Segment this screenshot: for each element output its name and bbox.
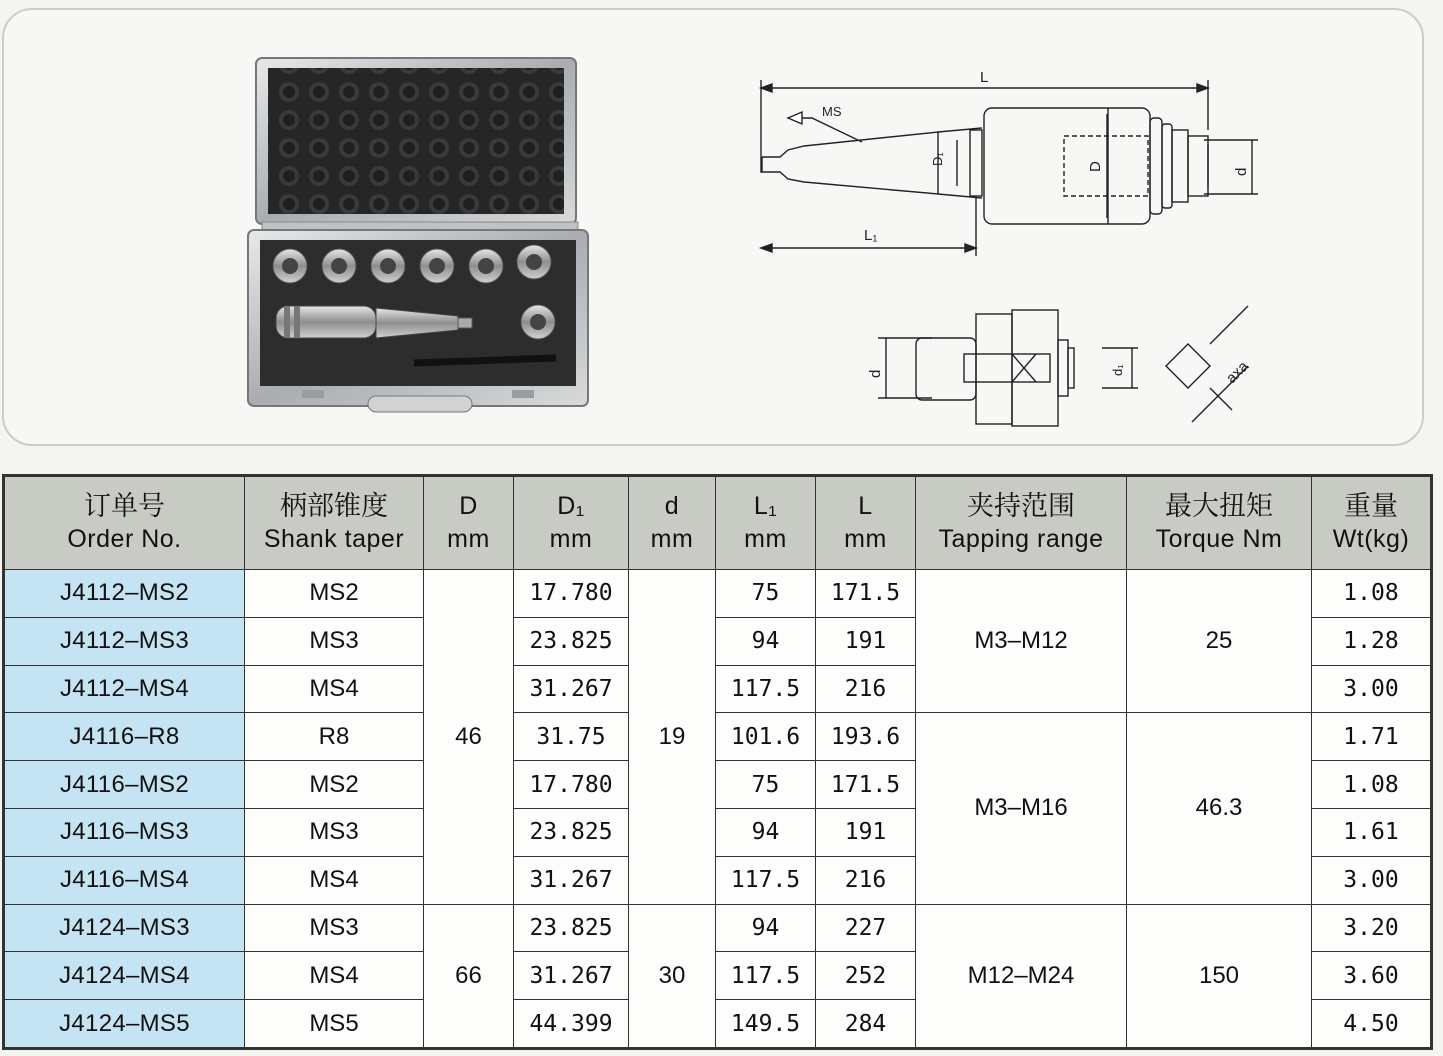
label-d: d: [1233, 167, 1250, 176]
cell-D1: 31.75: [514, 713, 629, 761]
label-d-side: d: [867, 369, 884, 378]
cell-D: 66: [424, 904, 514, 1048]
cell-L1: 149.5: [716, 1000, 816, 1049]
cell-weight: 1.28: [1312, 617, 1432, 665]
cell-L: 284: [816, 1000, 916, 1049]
cell-D1: 23.825: [514, 904, 629, 952]
cell-D1: 17.780: [514, 761, 629, 809]
cell-L: 227: [816, 904, 916, 952]
order-no: J4112–MS2: [4, 570, 245, 618]
header-L: L mm: [816, 476, 916, 570]
cell-D: 46: [424, 570, 514, 905]
cell-L1: 75: [716, 761, 816, 809]
product-panel: [2, 8, 1424, 446]
header-D1: D₁ mm: [514, 476, 629, 570]
shank-taper: MS4: [245, 952, 424, 1000]
cell-L: 171.5: [816, 761, 916, 809]
header-D: D mm: [424, 476, 514, 570]
header-order: 订单号 Order No.: [4, 476, 245, 570]
cell-weight: 1.08: [1312, 570, 1432, 618]
table-row: [4, 570, 1432, 618]
tool-case-image: [244, 50, 592, 416]
spec-table: [2, 474, 1433, 1050]
shank-taper: MS2: [245, 761, 424, 809]
order-no: J4124–MS4: [4, 952, 245, 1000]
order-no: J4116–R8: [4, 713, 245, 761]
cell-weight: 3.20: [1312, 904, 1432, 952]
cell-range: M3–M16: [916, 713, 1127, 904]
header-row: [4, 476, 1432, 570]
label-d1: d₁: [1110, 364, 1125, 376]
order-no: J4112–MS4: [4, 665, 245, 713]
cell-L1: 117.5: [716, 856, 816, 904]
cell-d: 19: [629, 570, 716, 905]
cell-weight: 3.00: [1312, 665, 1432, 713]
table-row: [4, 904, 1432, 952]
cell-L: 191: [816, 808, 916, 856]
label-L1: L₁: [864, 227, 878, 244]
label-L: L: [980, 69, 989, 86]
order-no: J4116–MS4: [4, 856, 245, 904]
header-taper: 柄部锥度 Shank taper: [245, 476, 424, 570]
cell-range: M12–M24: [916, 904, 1127, 1048]
dimension-drawing: [752, 58, 1292, 438]
cell-range: M3–M12: [916, 570, 1127, 713]
product-photo: [244, 50, 592, 416]
cell-L1: 94: [716, 808, 816, 856]
label-D: D: [1087, 161, 1104, 172]
cell-D1: 31.267: [514, 665, 629, 713]
shank-taper: MS3: [245, 808, 424, 856]
cell-weight: 1.61: [1312, 808, 1432, 856]
cell-L1: 75: [716, 570, 816, 618]
cell-torque: 46.3: [1127, 713, 1312, 904]
cell-weight: 1.08: [1312, 761, 1432, 809]
cell-D1: 31.267: [514, 856, 629, 904]
order-no: J4124–MS3: [4, 904, 245, 952]
order-no: J4124–MS5: [4, 1000, 245, 1049]
cell-L1: 94: [716, 904, 816, 952]
cell-D1: 17.780: [514, 570, 629, 618]
order-no: J4116–MS2: [4, 761, 245, 809]
header-torque: 最大扭矩 Torque Nm: [1127, 476, 1312, 570]
shank-taper: MS4: [245, 856, 424, 904]
cell-L1: 117.5: [716, 665, 816, 713]
cell-torque: 150: [1127, 904, 1312, 1048]
cell-weight: 3.00: [1312, 856, 1432, 904]
cell-L1: 94: [716, 617, 816, 665]
header-d: d mm: [629, 476, 716, 570]
label-D1: D₁: [930, 152, 945, 166]
cell-D1: 23.825: [514, 808, 629, 856]
cell-weight: 3.60: [1312, 952, 1432, 1000]
cell-D1: 31.267: [514, 952, 629, 1000]
cell-L1: 101.6: [716, 713, 816, 761]
shank-taper: MS2: [245, 570, 424, 618]
order-no: J4116–MS3: [4, 808, 245, 856]
cell-L: 216: [816, 856, 916, 904]
cell-L: 216: [816, 665, 916, 713]
header-weight: 重量 Wt(kg): [1312, 476, 1432, 570]
cell-L: 171.5: [816, 570, 916, 618]
cell-weight: 1.71: [1312, 713, 1432, 761]
cell-weight: 4.50: [1312, 1000, 1432, 1049]
cell-d: 30: [629, 904, 716, 1048]
shank-taper: MS5: [245, 1000, 424, 1049]
label-MS: MS: [822, 104, 842, 119]
shank-taper: MS3: [245, 904, 424, 952]
cell-D1: 44.399: [514, 1000, 629, 1049]
cell-D1: 23.825: [514, 617, 629, 665]
cell-L: 191: [816, 617, 916, 665]
cell-L1: 117.5: [716, 952, 816, 1000]
header-range: 夹持范围 Tapping range: [916, 476, 1127, 570]
technical-drawing: [752, 58, 1292, 438]
shank-taper: MS4: [245, 665, 424, 713]
cell-L: 193.6: [816, 713, 916, 761]
cell-torque: 25: [1127, 570, 1312, 713]
order-no: J4112–MS3: [4, 617, 245, 665]
shank-taper: MS3: [245, 617, 424, 665]
cell-L: 252: [816, 952, 916, 1000]
label-axa: axa: [1222, 357, 1252, 387]
header-L1: L₁ mm: [716, 476, 816, 570]
table-row: [4, 713, 1432, 761]
shank-taper: R8: [245, 713, 424, 761]
